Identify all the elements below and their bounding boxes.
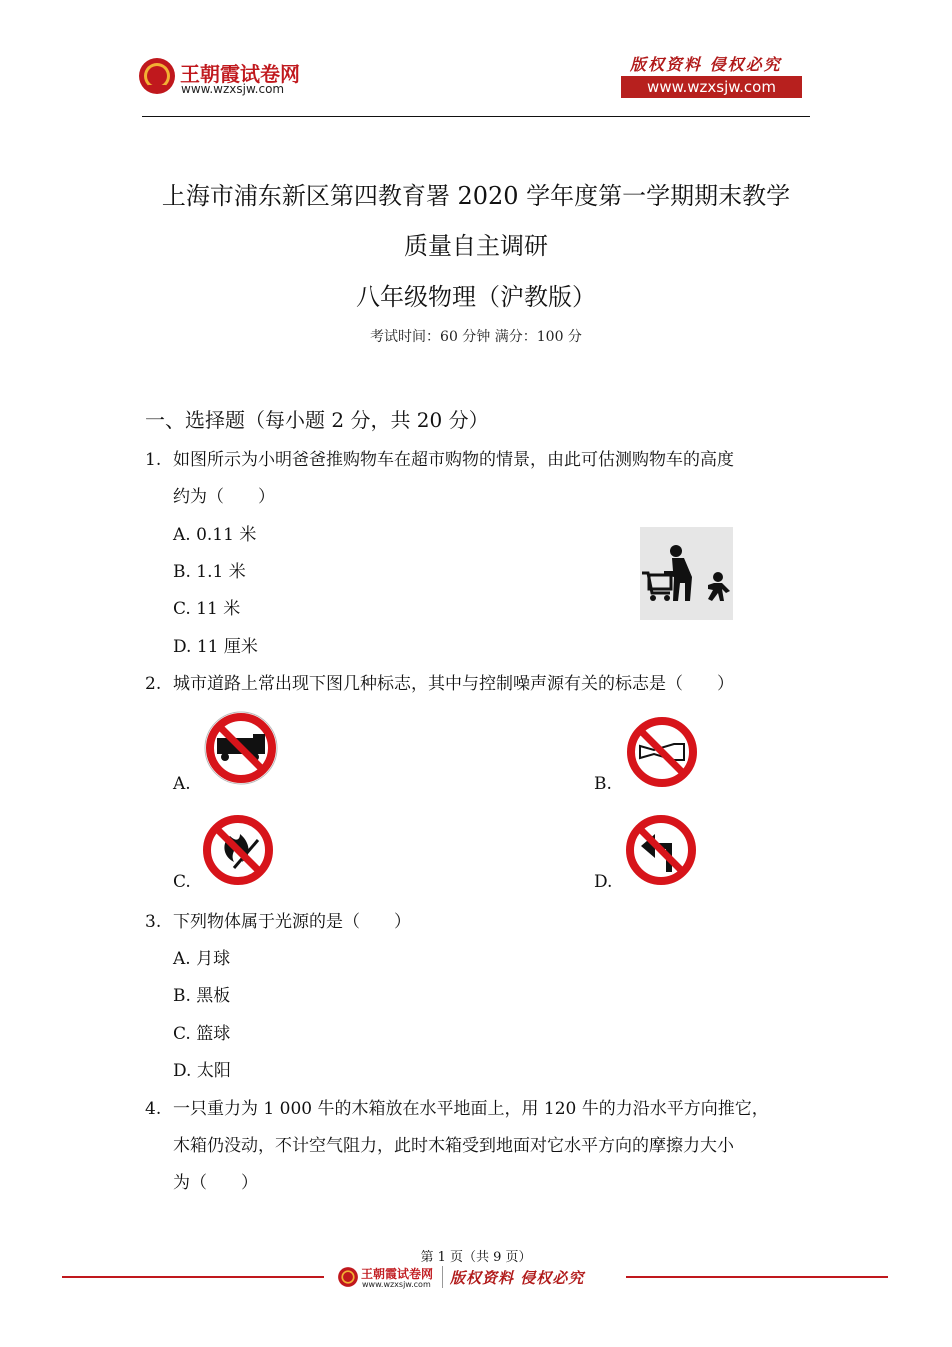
document-title-line1: 上海市浦东新区第四教育署 2020 学年度第一学期期末教学 — [161, 182, 791, 210]
question-1-option-d: D. 11 厘米 — [173, 637, 258, 657]
no-horn-sign-icon — [624, 714, 700, 790]
brand-url: www.wzxsjw.com — [181, 82, 285, 96]
section-heading: 一、选择题（每小题 2 分，共 20 分） — [145, 408, 489, 432]
question-2-option-b: B. — [594, 774, 612, 794]
header-divider — [142, 116, 810, 117]
brand-name: 王朝霞试卷网 — [180, 62, 300, 86]
question-2-text: 城市道路上常出现下图几种标志，其中与控制噪声源有关的标志是（ ） — [173, 674, 734, 694]
question-4-text: 一只重力为 1 000 牛的木箱放在水平地面上，用 120 牛的力沿水平方向推它， — [173, 1099, 769, 1119]
question-1-text: 如图所示为小明爸爸推购物车在超市购物的情景，由此可估测购物车的高度 — [173, 450, 734, 470]
footer-brand-name: 王朝霞试卷网 — [361, 1267, 434, 1281]
exam-info: 考试时间：60 分钟 满分：100 分 — [370, 329, 582, 345]
footer-rule-right — [626, 1276, 888, 1278]
footer-logo-icon — [337, 1266, 359, 1288]
document-subtitle: 八年级物理（沪教版） — [356, 283, 596, 311]
question-1-number: 1. — [145, 450, 162, 470]
question-3-option-c: C. 篮球 — [173, 1024, 231, 1044]
question-3-number: 3. — [145, 912, 162, 932]
shopping-cart-illustration — [640, 527, 733, 620]
footer-slogan: 版权资料 侵权必究 — [450, 1269, 585, 1287]
question-3-text: 下列物体属于光源的是（ ） — [173, 912, 411, 932]
question-4-number: 4. — [145, 1099, 162, 1119]
question-3-option-b: B. 黑板 — [173, 986, 231, 1006]
question-2-option-c: C. — [173, 872, 191, 892]
question-1-option-b: B. 1.1 米 — [173, 562, 246, 582]
question-2-number: 2. — [145, 674, 162, 694]
no-left-turn-sign-icon — [623, 812, 699, 888]
no-burning-sign-icon — [200, 812, 276, 888]
copyright-slogan: 版权资料 侵权必究 — [630, 55, 782, 74]
url-banner: www.wzxsjw.com — [621, 76, 802, 98]
question-1-text-cont: 约为（ ） — [173, 487, 275, 507]
page-number: 第 1 页（共 9 页） — [420, 1250, 532, 1265]
document-title-line2: 质量自主调研 — [404, 232, 548, 260]
question-1-option-c: C. 11 米 — [173, 599, 241, 619]
question-2-option-d: D. — [594, 872, 613, 892]
question-2-option-a: A. — [173, 774, 191, 794]
footer-rule-left — [62, 1276, 324, 1278]
question-3-option-d: D. 太阳 — [173, 1061, 231, 1081]
footer-brand-url: www.wzxsjw.com — [362, 1280, 431, 1289]
question-1-option-a: A. 0.11 米 — [173, 525, 257, 545]
footer-separator — [442, 1266, 443, 1288]
no-trucks-sign-icon — [203, 710, 279, 786]
question-3-option-a: A. 月球 — [173, 949, 231, 969]
question-4-text-cont: 木箱仍没动，不计空气阻力，此时木箱受到地面对它水平方向的摩擦力大小 — [173, 1136, 734, 1156]
brand-logo-icon — [137, 56, 177, 96]
question-4-text-cont2: 为（ ） — [173, 1173, 258, 1193]
